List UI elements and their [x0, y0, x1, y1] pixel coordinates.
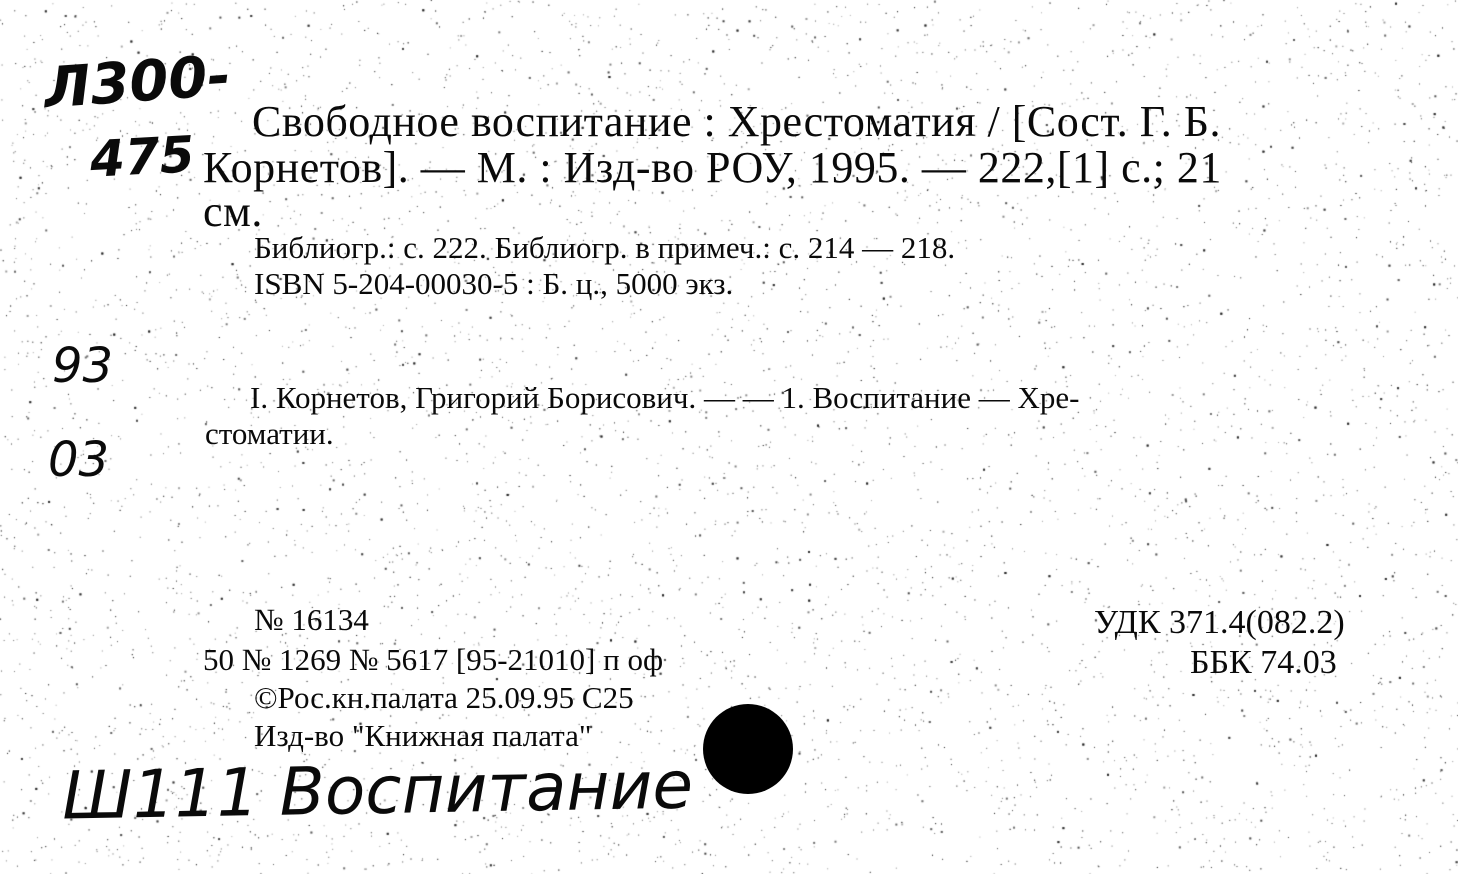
- shelfmark-line-2: 475: [88, 125, 196, 189]
- title-line-3: см.: [203, 187, 263, 236]
- bibliography-note: Библиогр.: с. 222. Библиогр. в примеч.: с. 214 — 218.: [254, 230, 956, 265]
- footer-codes: 50 № 1269 № 5617 [95-21010] п оф: [203, 642, 664, 677]
- isbn-note: ISBN 5-204-00030-5 : Б. ц., 5000 экз.: [254, 266, 734, 301]
- shelfmark-line-1: Л300-: [41, 43, 233, 122]
- footer-copyright: ©Рос.кн.палата 25.09.95 С25: [254, 680, 634, 715]
- udc-code: УДК 371.4(082.2): [1094, 604, 1345, 641]
- handwritten-subject: Ш111 Воспитание: [61, 746, 694, 835]
- tracings-line-1: I. Корнетов, Григорий Борисович. — — 1. Воспитание — Хре-: [250, 380, 1080, 415]
- bbk-code: ББК 74.03: [1190, 644, 1337, 681]
- title-line-1: Свободное воспитание : Хрестоматия / [Сост. Г. Б.: [252, 97, 1221, 146]
- title-line-2: Корнетов]. — М. : Изд-во РОУ, 1995. — 222,[1] с.; 21: [203, 143, 1222, 192]
- tracings-line-2: стоматии.: [205, 416, 334, 451]
- footer-publisher: Изд-во "Книжная палата": [254, 718, 592, 753]
- class-mark-1: 93: [52, 338, 114, 394]
- class-mark-2: 03: [48, 432, 110, 488]
- footer-number: № 16134: [254, 602, 369, 637]
- card-punch-hole: [703, 704, 793, 794]
